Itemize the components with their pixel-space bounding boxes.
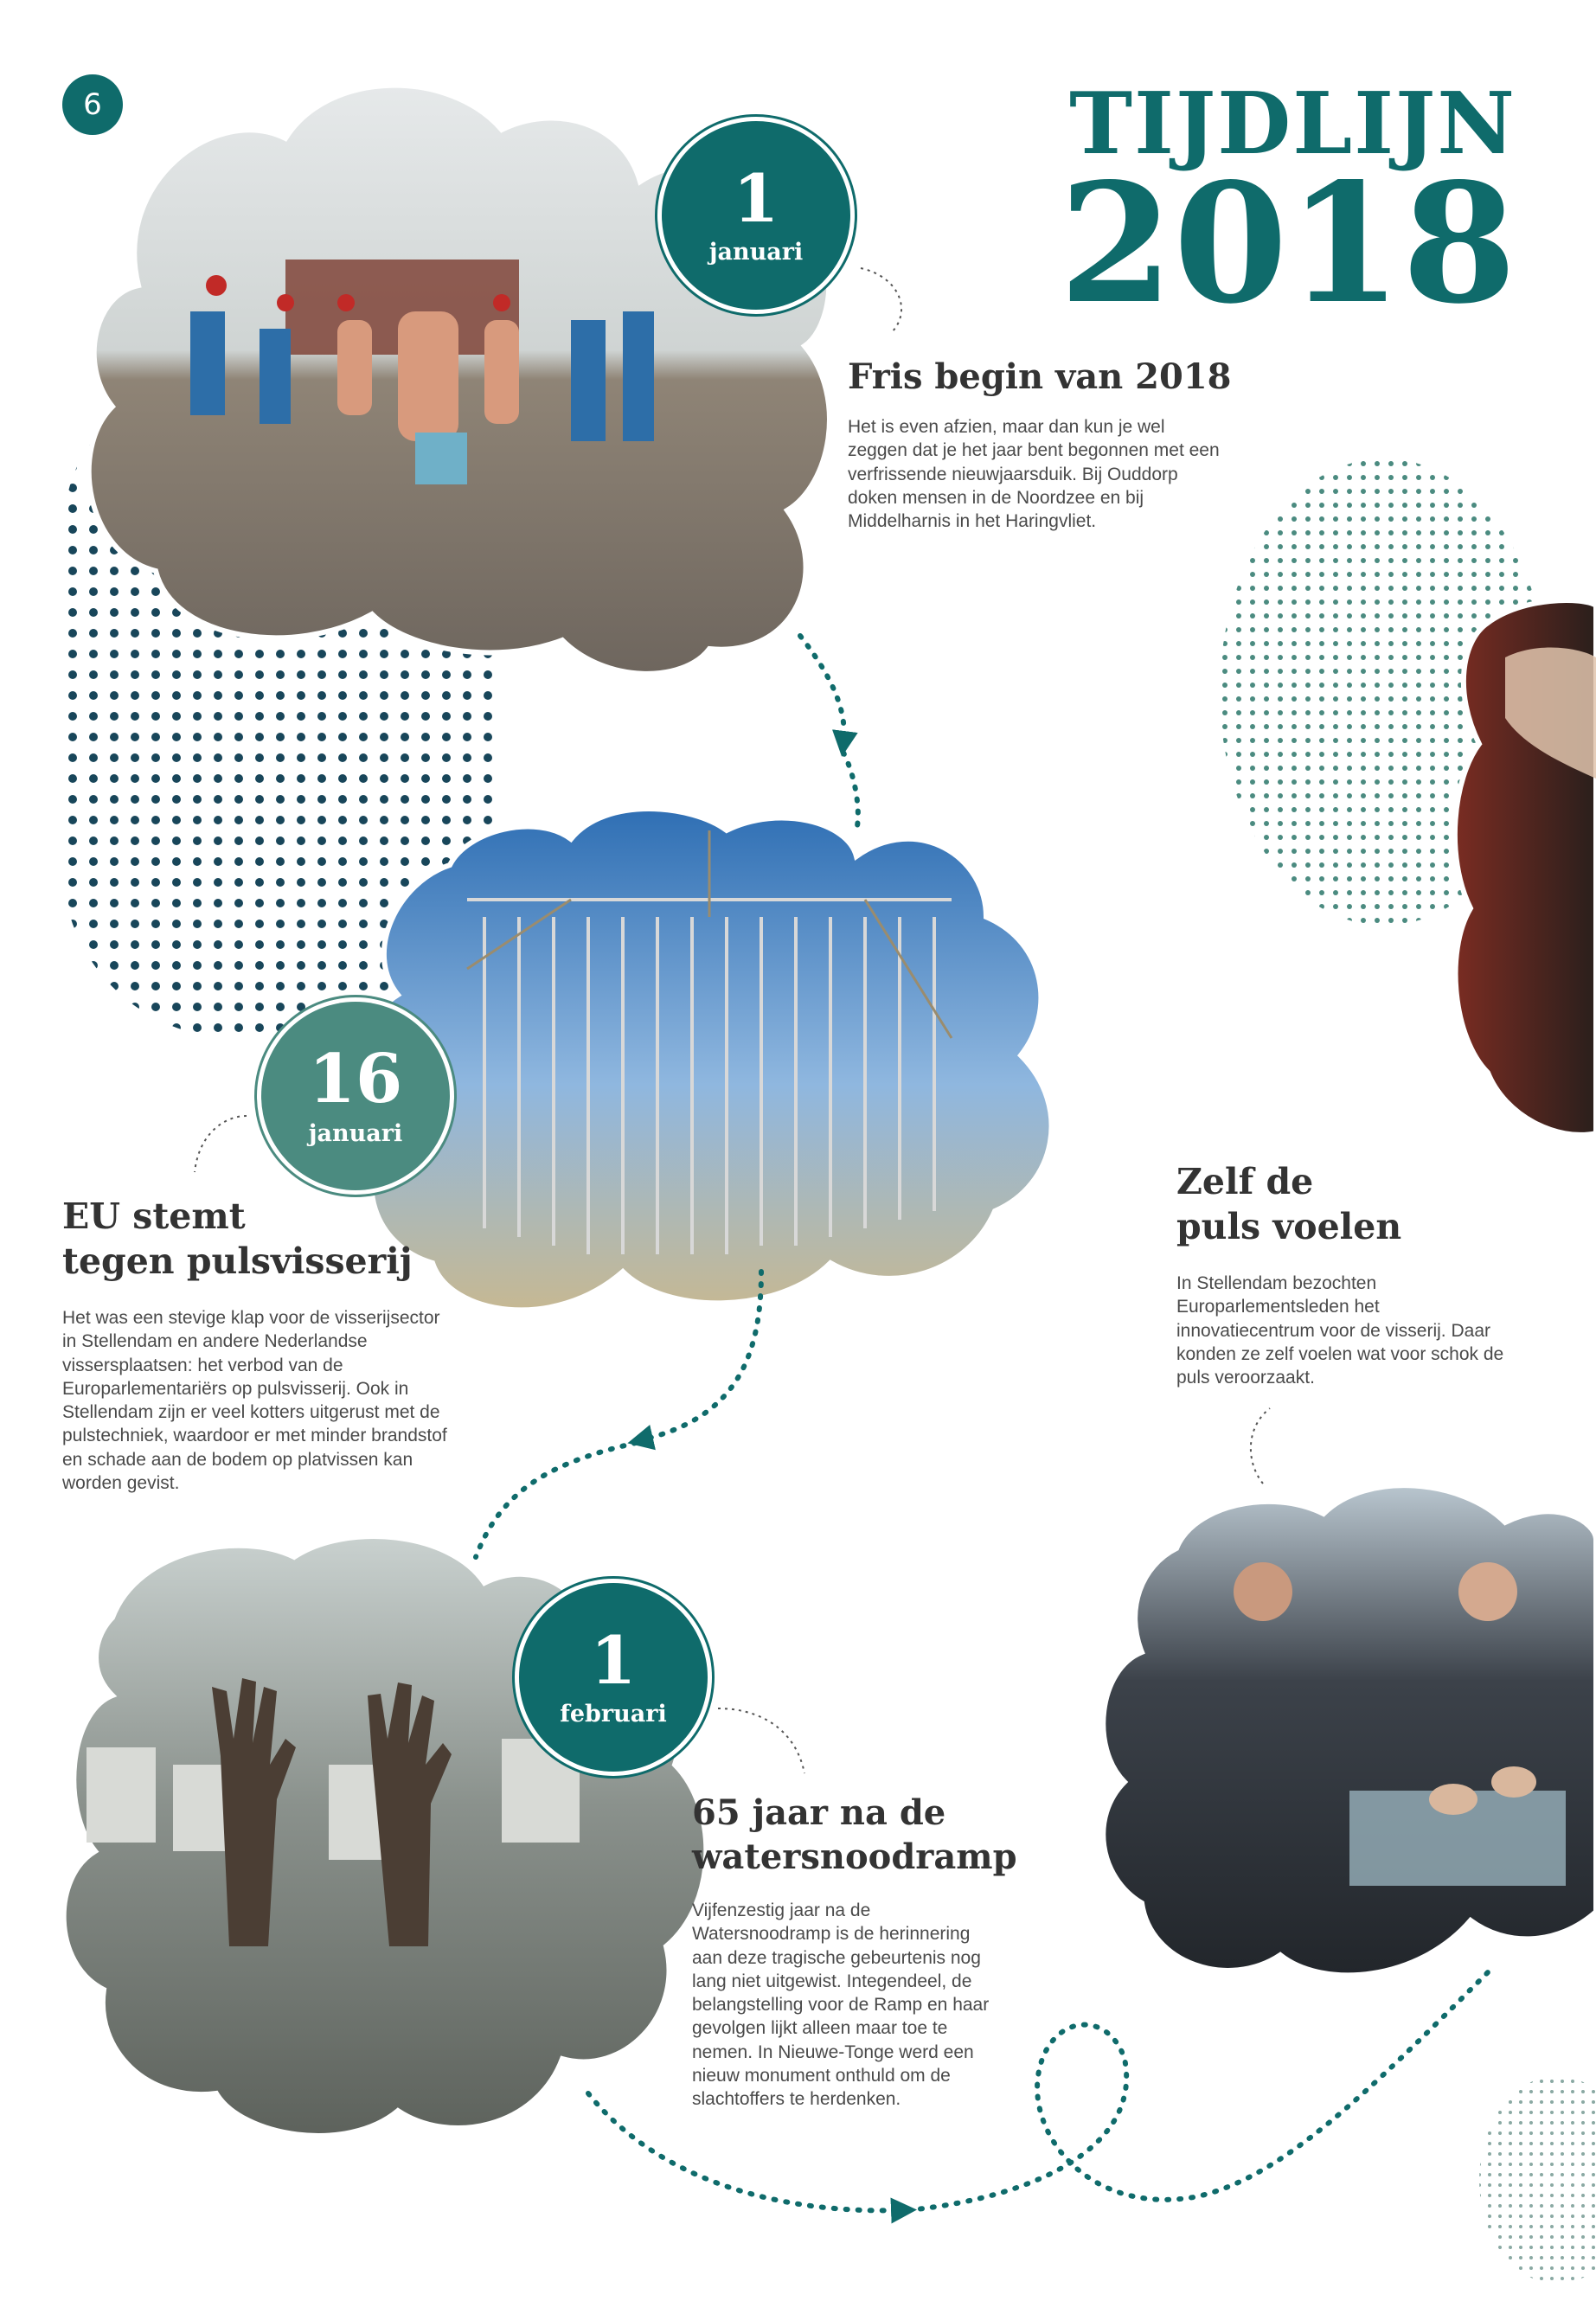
body-watersnoodramp: Vijfenzestig jaar na de Watersnoodramp is de herinnering aan deze tragische gebeurtenis nog lang niet uitgewist. Integendeel, de belangstelling voor de Ramp en haar gevolgen lijkt alleen maar toe te nemen. In Nieuwe-Tonge werd een nieuw monument onthuld om de slachtoffers te herdenken.	[692, 1900, 990, 2110]
headline-line-1: Zelf de	[1176, 1161, 1314, 1202]
headline-line-1: 65 jaar na de	[692, 1792, 946, 1833]
headline-line-2: puls voelen	[1176, 1206, 1402, 1248]
curl-arrow-3	[1251, 1408, 1270, 1484]
curl-arrow-2	[195, 1116, 247, 1172]
headline-line-2: tegen pulsvisserij	[62, 1240, 413, 1283]
hands-in-water-tank-photo	[1103, 1485, 1596, 1975]
red-dress-person-photo	[1455, 600, 1596, 1135]
curl-arrow-4	[718, 1708, 804, 1773]
date-month: januari	[708, 238, 804, 266]
date-month: februari	[560, 1700, 667, 1727]
masthead-year: 2018	[1059, 147, 1516, 340]
curl-arrow-1	[861, 268, 901, 333]
headline-line-2: watersnoodramp	[692, 1836, 1017, 1878]
headline-pulsvisserij	[62, 1194, 413, 1285]
date-badge-watersnoodramp	[519, 1583, 708, 1772]
fishing-net-photo	[361, 809, 1051, 1310]
masthead-kicker: TIJDLIJN	[1069, 74, 1516, 174]
date-day: 1	[590, 1621, 637, 1699]
connector-2b	[476, 1443, 636, 1557]
body-puls-voelen: In Stellendam bezochten Europarlementsleden het innovatiecentrum voor de visserij. Daar konden ze zelf voelen wat voor schok de puls veroorzaakt.	[1176, 1273, 1504, 1388]
page-number: 6	[62, 74, 123, 135]
connector-1	[800, 636, 844, 744]
body-pulsvisserij: Het was een stevige klap voor de visserijsector in Stellendam en andere Nederlandse vissersplaatsen: het verbod van de Europarlementariërs op pulsvisserij. Ook in Stellendam zijn er veel kotters uitgerust met de pulstechniek, waardoor er met minder brandstof en schade aan de bodem op platvissen kan worden gevist.	[62, 1308, 447, 1494]
masthead	[1059, 74, 1516, 340]
headline-puls-voelen	[1176, 1159, 1401, 1250]
date-badge-pulsvisserij	[261, 1002, 450, 1190]
date-badge-nieuwjaarsduik	[662, 121, 850, 310]
headline-watersnoodramp	[692, 1791, 1017, 1879]
date-day: 1	[733, 159, 779, 237]
headline-nieuwjaarsduik: Fris begin van 2018	[848, 356, 1232, 397]
connector-1b	[843, 753, 858, 830]
headline-line-1: EU stemt	[62, 1195, 246, 1237]
dot-pattern-bottom-right	[1479, 2076, 1596, 2284]
date-day: 16	[308, 1039, 403, 1118]
date-month: januari	[308, 1119, 403, 1147]
body-nieuwjaarsduik: Het is even afzien, maar dan kun je wel zeggen dat je het jaar bent begonnen met een verfrissende nieuwjaarsduik. Bij Ouddorp doken mensen in de Noordzee en bij Middelharnis in het Haringvliet.	[848, 417, 1220, 532]
